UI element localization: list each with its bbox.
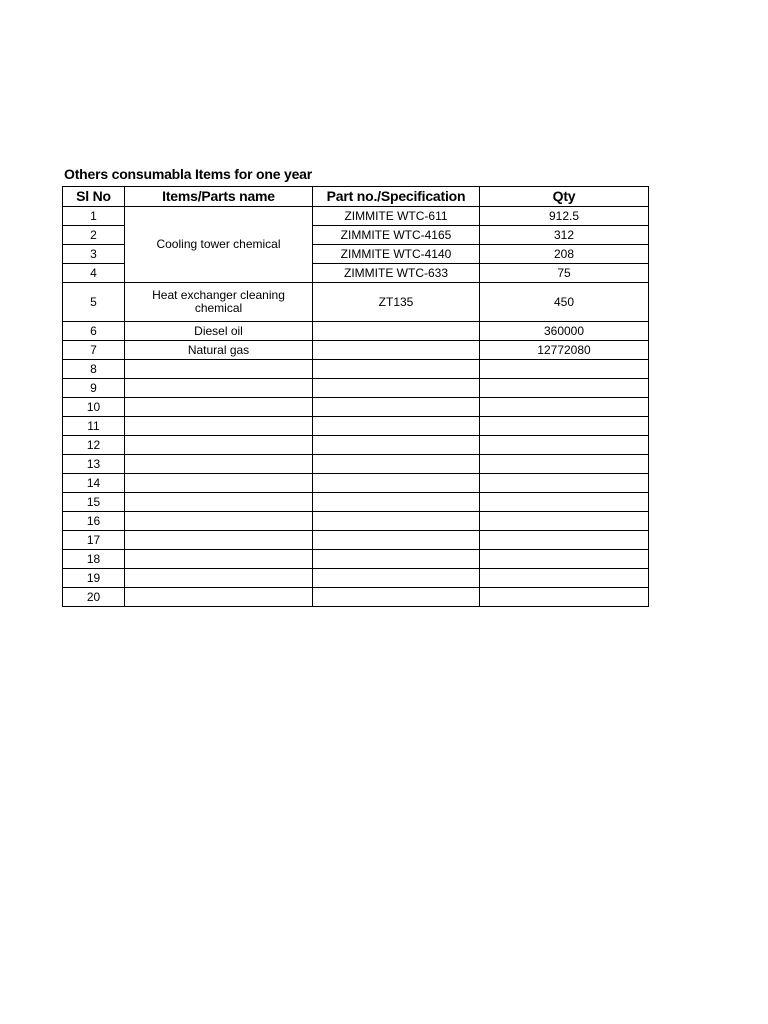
qty-cell bbox=[480, 379, 649, 398]
part-cell bbox=[313, 455, 480, 474]
sl-cell: 16 bbox=[63, 512, 125, 531]
item-cell bbox=[125, 360, 313, 379]
qty-cell bbox=[480, 493, 649, 512]
item-cell bbox=[125, 493, 313, 512]
table-row bbox=[63, 341, 649, 360]
part-cell: ZT135 bbox=[313, 283, 480, 322]
table-row bbox=[63, 417, 649, 436]
header-item-name: Items/Parts name bbox=[125, 187, 313, 207]
sl-cell: 5 bbox=[63, 283, 125, 322]
item-cell bbox=[125, 379, 313, 398]
qty-cell bbox=[480, 455, 649, 474]
sl-cell: 15 bbox=[63, 493, 125, 512]
header-sl-no: Sl No bbox=[63, 187, 125, 207]
sl-cell: 1 bbox=[63, 207, 125, 226]
item-cell bbox=[125, 474, 313, 493]
qty-cell: 450 bbox=[480, 283, 649, 322]
table-row bbox=[63, 360, 649, 379]
sl-cell: 8 bbox=[63, 360, 125, 379]
sl-cell: 12 bbox=[63, 436, 125, 455]
item-cell bbox=[125, 569, 313, 588]
sl-cell: 3 bbox=[63, 245, 125, 264]
qty-cell bbox=[480, 398, 649, 417]
part-cell bbox=[313, 550, 480, 569]
qty-cell: 75 bbox=[480, 264, 649, 283]
document-title: Others consumabla Items for one year bbox=[64, 166, 312, 182]
sl-cell: 10 bbox=[63, 398, 125, 417]
table-row bbox=[63, 474, 649, 493]
header-part-spec: Part no./Specification bbox=[313, 187, 480, 207]
table-row bbox=[63, 398, 649, 417]
sl-cell: 7 bbox=[63, 341, 125, 360]
part-cell bbox=[313, 341, 480, 360]
table-row bbox=[63, 512, 649, 531]
part-cell bbox=[313, 512, 480, 531]
consumables-table bbox=[62, 186, 649, 607]
sl-cell: 9 bbox=[63, 379, 125, 398]
part-cell bbox=[313, 398, 480, 417]
qty-cell: 312 bbox=[480, 226, 649, 245]
part-cell: ZIMMITE WTC-4140 bbox=[313, 245, 480, 264]
item-cell: Heat exchanger cleaning chemical bbox=[125, 283, 313, 322]
qty-cell bbox=[480, 550, 649, 569]
qty-cell bbox=[480, 436, 649, 455]
sl-cell: 11 bbox=[63, 417, 125, 436]
qty-cell bbox=[480, 360, 649, 379]
sl-cell: 18 bbox=[63, 550, 125, 569]
header-qty: Qty bbox=[480, 187, 649, 207]
item-cell bbox=[125, 455, 313, 474]
item-cell bbox=[125, 550, 313, 569]
table-row bbox=[63, 550, 649, 569]
part-cell bbox=[313, 569, 480, 588]
sl-cell: 19 bbox=[63, 569, 125, 588]
item-cell: Cooling tower chemical bbox=[125, 207, 313, 283]
part-cell bbox=[313, 322, 480, 341]
table-row bbox=[63, 493, 649, 512]
qty-cell: 208 bbox=[480, 245, 649, 264]
qty-cell bbox=[480, 417, 649, 436]
qty-cell: 912.5 bbox=[480, 207, 649, 226]
sl-cell: 17 bbox=[63, 531, 125, 550]
qty-cell bbox=[480, 569, 649, 588]
qty-cell bbox=[480, 531, 649, 550]
sl-cell: 6 bbox=[63, 322, 125, 341]
table-row bbox=[63, 322, 649, 341]
part-cell bbox=[313, 360, 480, 379]
part-cell: ZIMMITE WTC-4165 bbox=[313, 226, 480, 245]
item-cell bbox=[125, 588, 313, 607]
table-row bbox=[63, 531, 649, 550]
sl-cell: 13 bbox=[63, 455, 125, 474]
sl-cell: 4 bbox=[63, 264, 125, 283]
part-cell bbox=[313, 417, 480, 436]
part-cell bbox=[313, 493, 480, 512]
qty-cell bbox=[480, 588, 649, 607]
item-cell bbox=[125, 417, 313, 436]
qty-cell bbox=[480, 512, 649, 531]
qty-cell bbox=[480, 474, 649, 493]
part-cell: ZIMMITE WTC-611 bbox=[313, 207, 480, 226]
sl-cell: 20 bbox=[63, 588, 125, 607]
table-row bbox=[63, 207, 649, 226]
item-cell bbox=[125, 531, 313, 550]
table-row bbox=[63, 436, 649, 455]
item-cell: Diesel oil bbox=[125, 322, 313, 341]
part-cell bbox=[313, 474, 480, 493]
qty-cell: 12772080 bbox=[480, 341, 649, 360]
table-row bbox=[63, 588, 649, 607]
qty-cell: 360000 bbox=[480, 322, 649, 341]
sl-cell: 14 bbox=[63, 474, 125, 493]
sl-cell: 2 bbox=[63, 226, 125, 245]
part-cell bbox=[313, 379, 480, 398]
item-cell bbox=[125, 512, 313, 531]
table-row bbox=[63, 379, 649, 398]
table-header-row bbox=[63, 187, 649, 207]
item-cell bbox=[125, 398, 313, 417]
table-row bbox=[63, 283, 649, 322]
item-cell bbox=[125, 436, 313, 455]
part-cell: ZIMMITE WTC-633 bbox=[313, 264, 480, 283]
part-cell bbox=[313, 531, 480, 550]
table-row bbox=[63, 455, 649, 474]
table-row bbox=[63, 569, 649, 588]
part-cell bbox=[313, 436, 480, 455]
part-cell bbox=[313, 588, 480, 607]
item-cell: Natural gas bbox=[125, 341, 313, 360]
